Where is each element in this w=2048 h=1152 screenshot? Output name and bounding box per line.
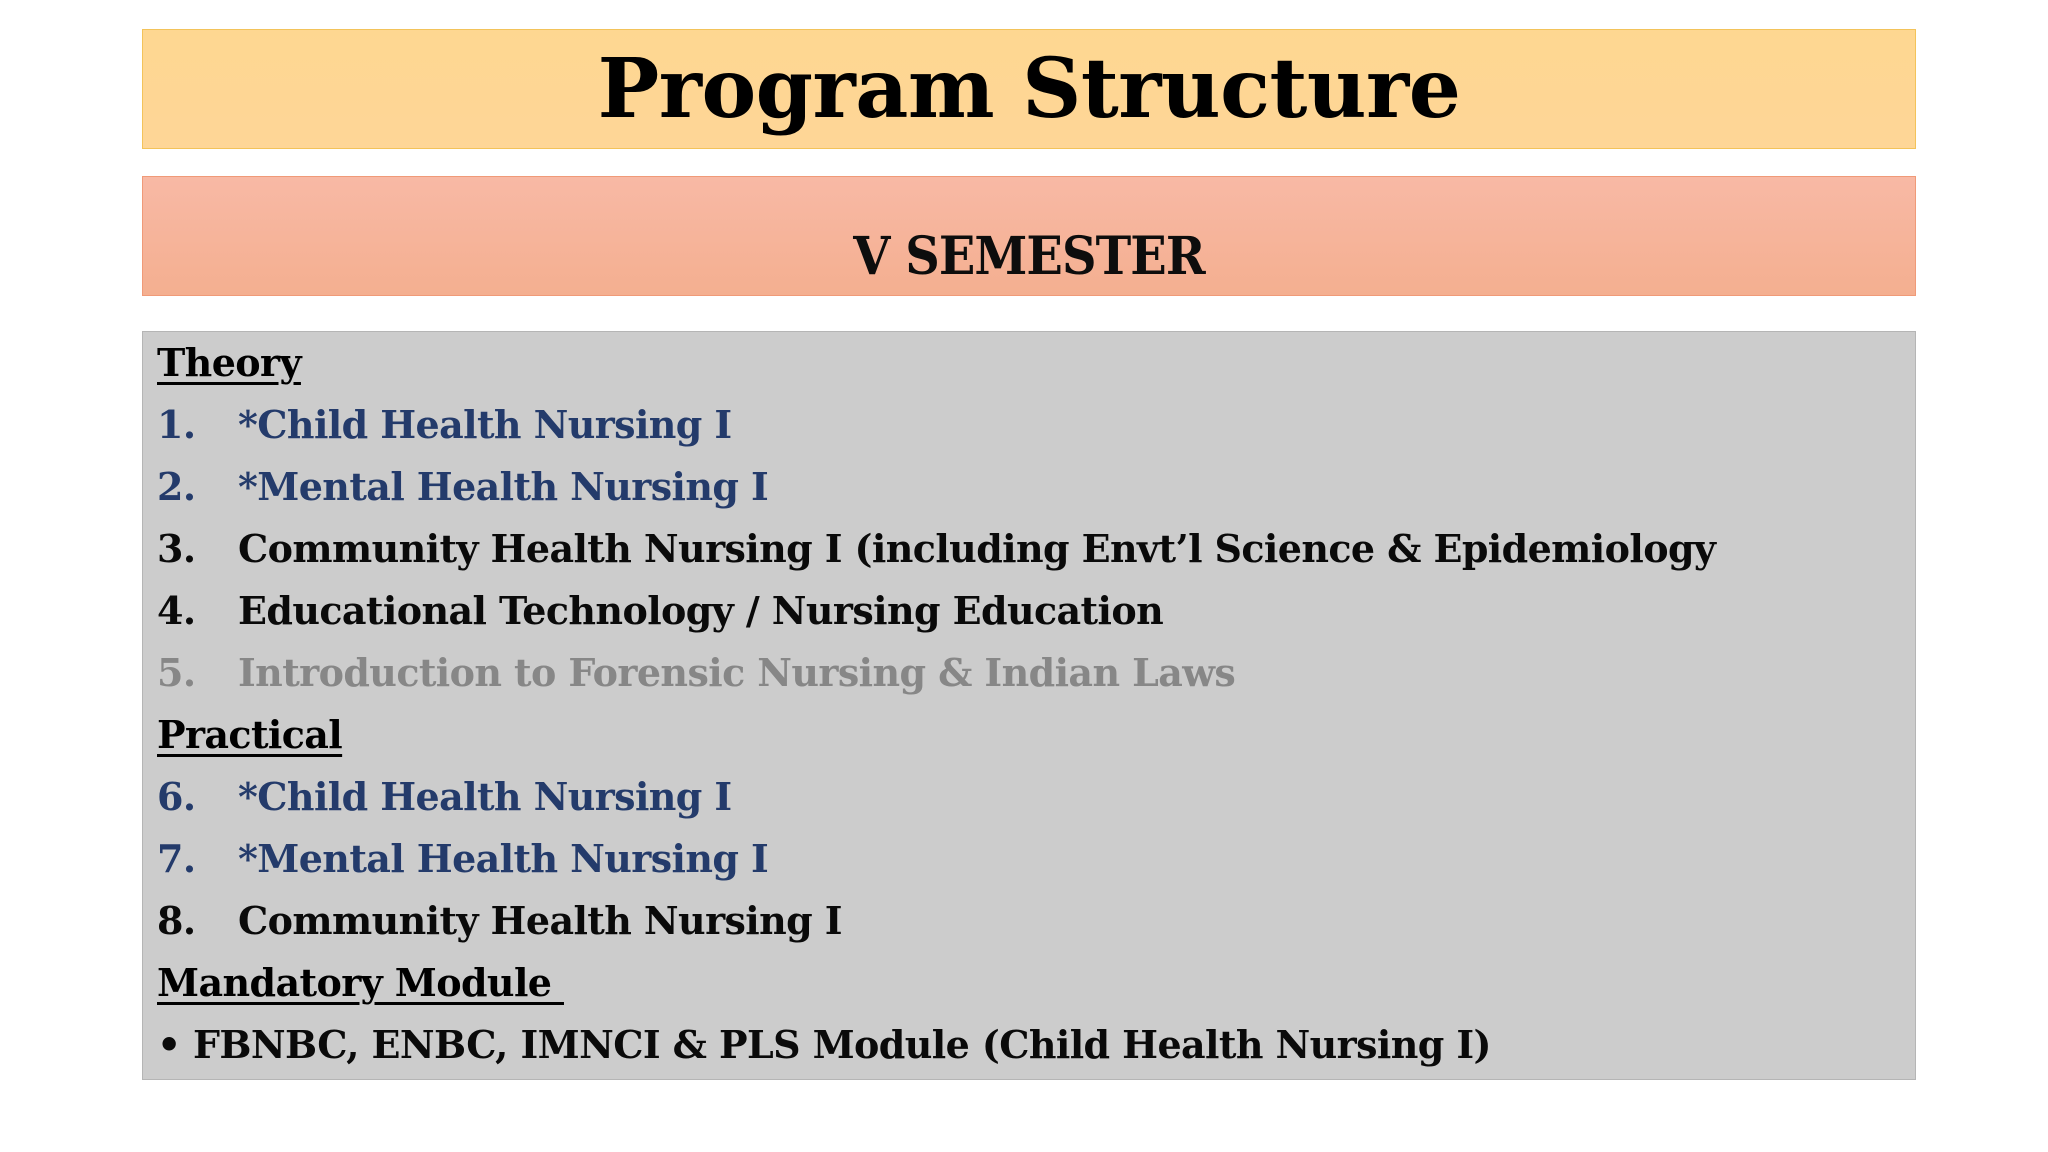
practical-item-7 <box>157 836 769 881</box>
item-number: 7. <box>157 836 196 881</box>
item-number: 5. <box>157 650 196 695</box>
mandatory-module-heading: Mandatory Module <box>157 960 564 1005</box>
title-banner <box>142 29 1916 149</box>
item-number: 2. <box>157 464 196 509</box>
course-list-panel <box>142 331 1916 1080</box>
theory-item-5 <box>157 650 1236 695</box>
item-text: *Child Health Nursing I <box>238 402 732 447</box>
semester-banner <box>142 176 1916 296</box>
item-number: 3. <box>157 526 196 571</box>
item-number: 4. <box>157 588 196 633</box>
item-text: Introduction to Forensic Nursing & Indian Laws <box>238 650 1236 695</box>
item-text: Community Health Nursing I <box>238 898 842 943</box>
item-number: 1. <box>157 402 196 447</box>
item-text: FBNBC, ENBC, IMNCI & PLS Module (Child Health Nursing I) <box>193 1022 1491 1067</box>
semester-title: V SEMESTER <box>853 226 1205 287</box>
mandatory-item-1 <box>157 1022 1491 1067</box>
item-number: 6. <box>157 774 196 819</box>
item-number: 8. <box>157 898 196 943</box>
theory-item-4 <box>157 588 1164 633</box>
theory-item-3 <box>157 526 1716 571</box>
item-text: Community Health Nursing I (including Envt’l Science & Epidemiology <box>238 526 1716 571</box>
item-text: *Mental Health Nursing I <box>238 464 769 509</box>
theory-item-2 <box>157 464 769 509</box>
theory-item-1 <box>157 402 732 447</box>
item-text: *Child Health Nursing I <box>238 774 732 819</box>
page-title: Program Structure <box>597 41 1461 137</box>
item-text: *Mental Health Nursing I <box>238 836 769 881</box>
item-text: Educational Technology / Nursing Education <box>238 588 1164 633</box>
practical-heading: Practical <box>157 712 343 757</box>
bullet-icon: • <box>157 1022 181 1067</box>
theory-heading: Theory <box>157 340 301 385</box>
practical-item-8 <box>157 898 842 943</box>
practical-item-6 <box>157 774 732 819</box>
